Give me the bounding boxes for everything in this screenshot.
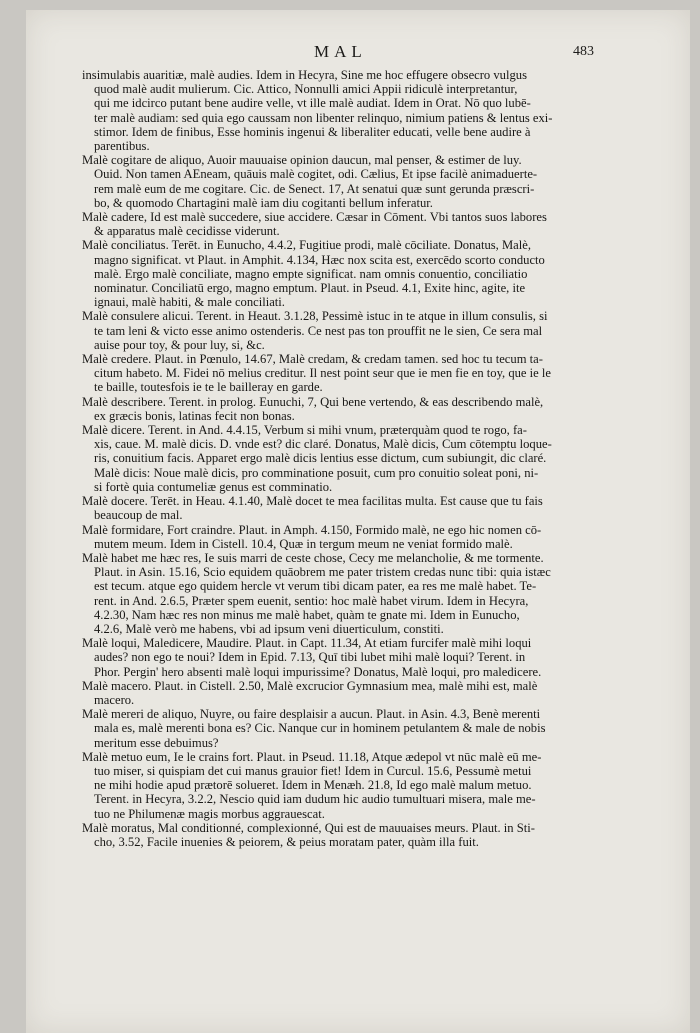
- text-line: nominatur. Conciliatū ergo, magno emptum. Plaut. in Pseud. 4.1, Exite hinc, agite, ite: [94, 281, 526, 296]
- dictionary-entry: [82, 210, 642, 238]
- dictionary-entry: [82, 238, 642, 309]
- running-head: MAL: [314, 42, 367, 61]
- dictionary-entry: [82, 352, 642, 395]
- text-line: 4.2.30, Nam hæc res non minus me malè habet, quàm te gnate mi. Idem in Eunucho,: [94, 607, 520, 622]
- text-line: meritum esse debuimus?: [94, 735, 219, 750]
- text-line: ter malè audiam: sed quia ego caussam non libenter relinquo, nimium patiens & lentus exi-: [94, 110, 553, 125]
- text-line: mutem meum. Idem in Cistell. 10.4, Quæ in tergum meum ne veniat formido malè.: [94, 536, 513, 551]
- text-line: Terent. in Hecyra, 3.2.2, Nescio quid iam dudum hic audio tumultuari misera, male me-: [94, 792, 536, 807]
- text-line: bo, & quomodo Chartagini malè iam diu cogitanti bellum inferatur.: [94, 195, 433, 210]
- text-line: te baille, toutesfois ie te le bailleray en garde.: [94, 380, 323, 395]
- text-line: mala es, malè merenti bona es? Cic. Nanque cur in hominem petulantem & male de nobis: [94, 721, 546, 736]
- dictionary-text: [82, 68, 642, 849]
- text-line: Malè habet me hæc res, Ie suis marri de ceste chose, Cecy me melancholie, & me tormente.: [82, 550, 544, 565]
- text-line: Malè cogitare de aliquo, Auoir mauuaise opinion daucun, mal penser, & estimer de luy.: [82, 153, 522, 168]
- text-line: malè. Ergo malè conciliate, magno empte significat. nam omnis conuentio, conciliatio: [94, 266, 528, 281]
- text-line: si fortè quia contumeliæ genus est comminatio.: [94, 479, 333, 494]
- text-line: insimulabis auaritiæ, malè audies. Idem in Hecyra, Sine me hoc effugere obsecro vulgus: [82, 68, 527, 82]
- text-line: 4.2.6, Malè verò me habens, vbi ad ipsum veni diuerticulum, constiti.: [94, 621, 444, 636]
- text-line: Malè dicere. Terent. in And. 4.4.15, Verbum si mihi vnum, præterquàm quod te rogo, fa-: [82, 423, 527, 438]
- text-line: Malè moratus, Mal conditionné, complexionné, Qui est de mauuaises meurs. Plaut. in Sti-: [82, 820, 535, 835]
- text-line: Malè macero. Plaut. in Cistell. 2.50, Malè excrucior Gymnasium mea, malè mihi est, malè: [82, 678, 538, 693]
- dictionary-entry: [82, 679, 642, 707]
- dictionary-entry: [82, 821, 642, 849]
- text-line: Malè formidare, Fort craindre. Plaut. in Amph. 4.150, Formido malè, ne ego hic nomen cō-: [82, 522, 542, 537]
- text-line: Malè dicis: Noue malè dicis, pro comminatione posuit, cum pro conuitio soleat poni, ni-: [94, 465, 539, 480]
- text-line: ris, conuitium facis. Apparet ergo malè dicis lentius esse dictum, cum subiungit, dic claré.: [94, 451, 547, 466]
- text-line: auise pour toy, & pour luy, si, &c.: [94, 337, 265, 352]
- text-line: tuo miser, si quispiam det cui manus grauior fiet! Idem in Curcul. 15.6, Pessumè metui: [94, 763, 532, 778]
- text-line: Malè credere. Plaut. in Pœnulo, 14.67, Malè credam, & credam tamen. sed hoc tu tecum ta-: [82, 352, 543, 367]
- page-number: 483: [573, 44, 594, 59]
- text-line: citum habeto. M. Fidei nō melius creditur. Il nest point seur que ie men fie en toy, que ie le: [94, 366, 551, 381]
- text-line: parentibus.: [94, 139, 150, 154]
- text-line: audes? non ego te noui? Idem in Epid. 7.13, Quī tibi lubet mihi malè loqui? Terent. in: [94, 650, 526, 665]
- text-line: Malè docere. Terēt. in Heau. 4.1.40, Malè docet te mea facilitas multa. Est cause que tu fais: [82, 494, 543, 509]
- text-line: ne mihi hodie apud prætorē solueret. Idem in Menæh. 21.8, Id ego malè malum metuo.: [94, 778, 532, 793]
- text-line: macero.: [94, 692, 135, 707]
- dictionary-entry: [82, 309, 642, 352]
- text-line: te tam leni & victo esse animo ostenderis. Ce nest pas ton prouffit ne le sien, Ce sera mal: [94, 323, 543, 338]
- text-line: rent. in And. 2.6.5, Præter spem euenit, sentio: hoc malè habet virum. Idem in Hecyra,: [94, 593, 529, 608]
- text-line: ex græcis bonis, latinas fecit non bonas.: [94, 408, 295, 423]
- dictionary-entry: [82, 423, 642, 494]
- text-line: beaucoup de mal.: [94, 508, 183, 523]
- dictionary-entry: [82, 750, 642, 821]
- dictionary-entry: [82, 153, 642, 210]
- dictionary-entry: [82, 395, 642, 423]
- dictionary-entry: [82, 707, 642, 750]
- text-line: Malè describere. Terent. in prolog. Eunuchi, 7, Qui bene vertendo, & eas describendo malè,: [82, 394, 544, 409]
- text-line: quod malè audit mulierum. Cic. Attico, Nonnulli amici Appii ridiculè interpretantur,: [94, 82, 518, 97]
- dictionary-entry: [82, 494, 642, 522]
- book-page: [26, 10, 690, 1033]
- text-line: cho, 3.52, Facile inuenies & peiorem, & peius moratam pater, quàm illa fuit.: [94, 834, 479, 849]
- text-line: Malè conciliatus. Terēt. in Eunucho, 4.4.2, Fugitiue prodi, malè cōciliate. Donatus, Malè,: [82, 238, 532, 253]
- text-line: Malè cadere, Id est malè succedere, siue accidere. Cæsar in Cōment. Vbi tantos suos labores: [82, 210, 547, 225]
- text-line: rem malè eum de me cogitare. Cic. de Senect. 17, At senatui quæ sunt gerunda præscri-: [94, 181, 535, 196]
- dictionary-entry: [82, 68, 642, 153]
- text-line: ignaui, malè habiti, & male conciliati.: [94, 295, 285, 310]
- text-line: est tecum. atque ego quidem hercle vt verum tibi dicam pater, ea res me malè habet. Te-: [94, 579, 537, 594]
- text-line: & apparatus malè cecidisse viderunt.: [94, 224, 280, 239]
- text-line: Malè loqui, Maledicere, Maudire. Plaut. in Capt. 11.34, At etiam furcifer malè mihi loqui: [82, 636, 532, 651]
- text-line: Malè metuo eum, Ie le crains fort. Plaut. in Pseud. 11.18, Atque ædepol vt nūc malè eū me-: [82, 749, 542, 764]
- text-line: tuo ne Philumenæ magis morbus aggrauescat.: [94, 806, 325, 821]
- text-line: Plaut. in Asin. 15.16, Scio equidem quāobrem me pater tristem credas nunc tibi: quia istæc: [94, 565, 551, 580]
- text-line: Ouid. Non tamen AEneam, quāuis malè cogitet, odi. Cælius, Et ipse facilè animaduerte-: [94, 167, 538, 182]
- page-header: [26, 42, 690, 66]
- text-line: xis, caue. M. malè dicis. D. vnde est? dic claré. Donatus, Malè dicis, Cum cōtemptu loque-: [94, 437, 552, 452]
- text-line: stimor. Idem de finibus, Esse hominis ingenui & liberaliter educati, velle bene audire à: [94, 124, 531, 139]
- dictionary-entry: [82, 636, 642, 679]
- text-line: qui me idcirco putant bene audire velle, vt ille malè audiat. Idem in Orat. Nō quo lubē-: [94, 96, 531, 111]
- text-line: Malè consulere alicui. Terent. in Heaut. 3.1.28, Pessimè istuc in te atque in illum consulis, si: [82, 309, 548, 324]
- text-line: magno significat. vt Plaut. in Amphit. 4.134, Hæc nox scita est, exercēdo scorto conducto: [94, 252, 545, 267]
- text-line: Malè mereri de aliquo, Nuyre, ou faire desplaisir a aucun. Plaut. in Asin. 4.3, Benè merenti: [82, 707, 541, 722]
- text-line: Phor. Pergin' hero absenti malè loqui impurissime? Donatus, Malè loqui, pro maledicere.: [94, 664, 542, 679]
- dictionary-entry: [82, 551, 642, 636]
- dictionary-entry: [82, 523, 642, 551]
